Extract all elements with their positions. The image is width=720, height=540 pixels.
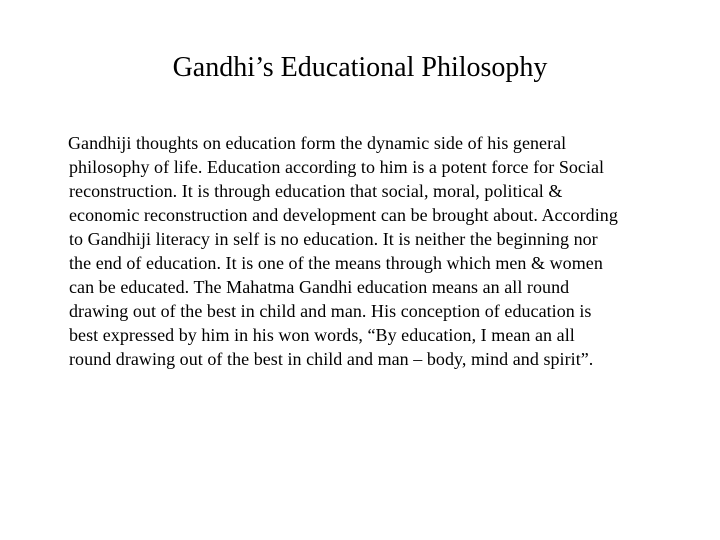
body-line-4: economic reconstruction and development can be brought about. According [69,205,618,225]
body-line-3: reconstruction. It is through education that social, moral, political & [69,181,563,201]
body-line-5: to Gandhiji literacy in self is no education. It is neither the beginning nor [69,229,598,249]
body-line-8: drawing out of the best in child and man. His conception of education is [69,301,592,321]
body-paragraph [66,131,686,371]
body-line-2: philosophy of life. Education according to him is a potent force for Social [69,157,605,177]
body-line-9: best expressed by him in his won words, “By education, I mean an all [69,325,575,345]
body-line-10: round drawing out of the best in child and man – body, mind and spirit”. [69,349,594,369]
body-line-7: can be educated. The Mahatma Gandhi education means an all round [69,277,570,297]
body-line-6: the end of education. It is one of the means through which men & women [69,253,603,273]
body-line-1: Gandhiji thoughts on education form the dynamic side of his general [68,133,567,153]
slide-title: Gandhi’s Educational Philosophy [172,52,548,83]
